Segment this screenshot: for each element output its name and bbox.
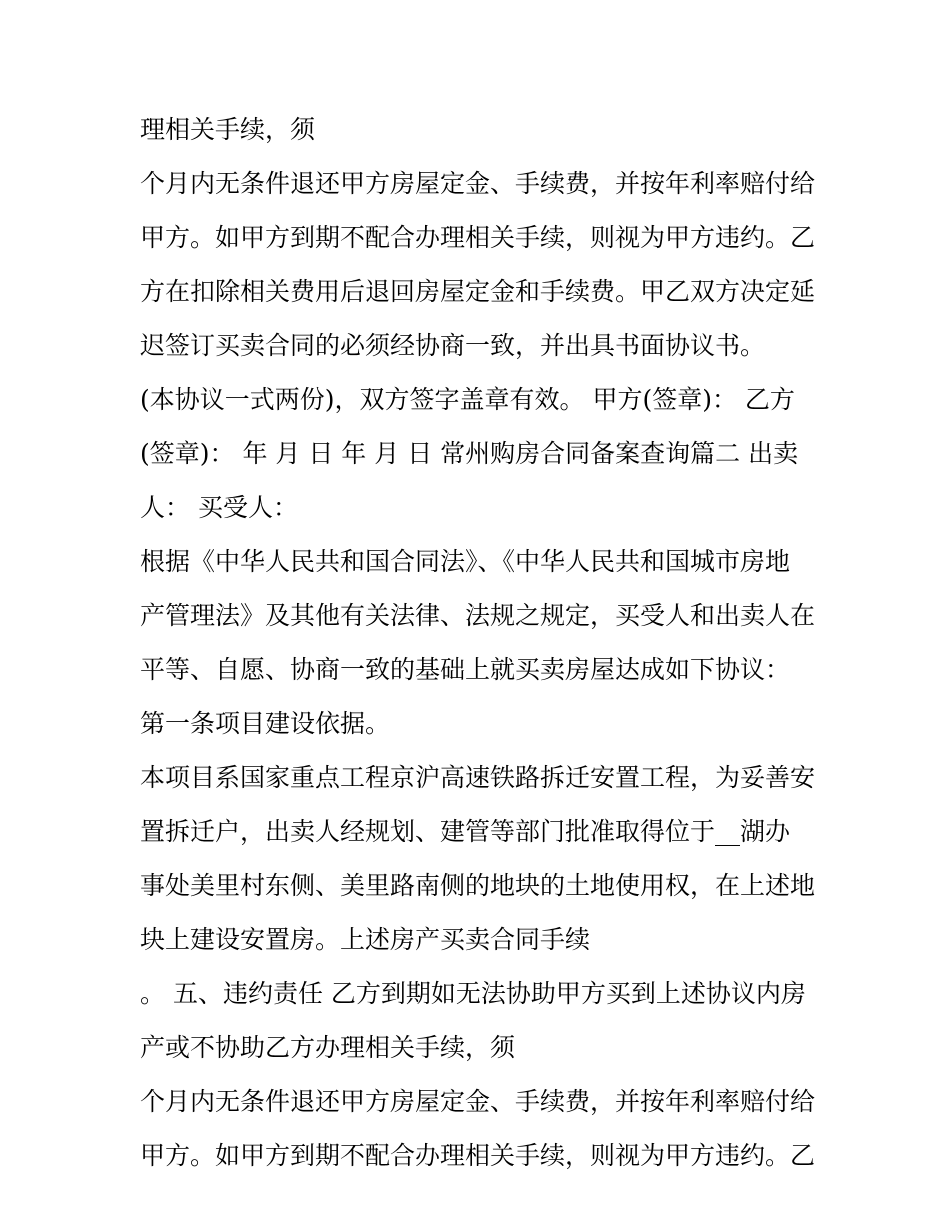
- text-line: 第一条项目建设依据。: [140, 709, 391, 738]
- text-line: 本项目系国家重点工程京沪高速铁路拆迁安置工程，为妥善安: [140, 763, 816, 792]
- text-line: 产管理法》及其他有关法律、法规之规定，买受人和出卖人在: [140, 601, 816, 630]
- text-line: 理相关手续，须: [140, 115, 316, 144]
- text-line: 。 五、违约责任 乙方到期如无法协助甲方买到上述协议内房: [140, 979, 806, 1008]
- text-line: 方在扣除相关费用后退回房屋定金和手续费。甲乙双方决定延: [140, 277, 816, 306]
- text-line: 迟签订买卖合同的必须经协商一致，并出具书面协议书。: [140, 331, 766, 360]
- text-line: (本协议一式两份)，双方签字盖章有效。 甲方(签章)： 乙方: [140, 385, 795, 414]
- text-line: 平等、自愿、协商一致的基础上就买卖房屋达成如下协议：: [140, 655, 791, 684]
- text-line: 甲方。如甲方到期不配合办理相关手续，则视为甲方违约。乙: [140, 1141, 816, 1170]
- text-line: 个月内无条件退还甲方房屋定金、手续费，并按年利率赔付给: [140, 169, 816, 198]
- text-line: 根据《中华人民共和国合同法》、《中华人民共和国城市房地: [140, 547, 791, 576]
- text-line: 置拆迁户，出卖人经规划、建管等部门批准取得位于__湖办: [140, 817, 791, 846]
- text-line: 个月内无条件退还甲方房屋定金、手续费，并按年利率赔付给: [140, 1087, 816, 1116]
- text-line: (签章)： 年 月 日 年 月 日 常州购房合同备案查询篇二 出卖: [140, 439, 799, 468]
- document-body: [140, 108, 820, 1188]
- text-line: 人： 买受人：: [140, 493, 298, 522]
- text-line: 块上建设安置房。上述房产买卖合同手续: [140, 925, 591, 954]
- text-line: 事处美里村东侧、美里路南侧的地块的土地使用权，在上述地: [140, 871, 816, 900]
- text-line: 甲方。如甲方到期不配合办理相关手续，则视为甲方违约。乙: [140, 223, 816, 252]
- text-line: 产或不协助乙方办理相关手续，须: [140, 1033, 516, 1062]
